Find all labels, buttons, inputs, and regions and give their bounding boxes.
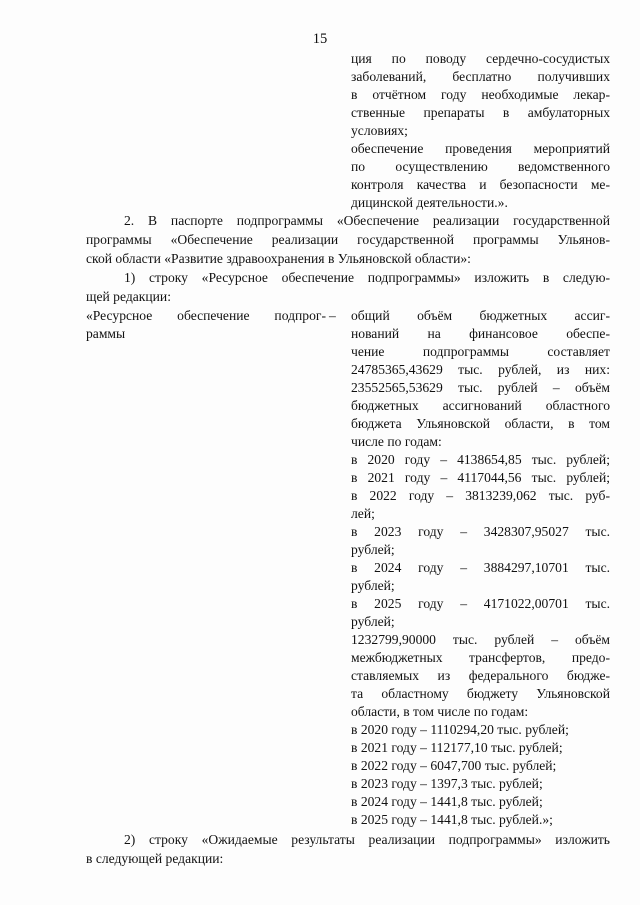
right-cell-line: рублей; xyxy=(351,578,395,593)
right-cell-line: рублей; xyxy=(351,542,395,557)
right-cell-line: в 2020 году – 4138654,85 тыс. рублей; xyxy=(351,452,610,467)
text-line: ция по поводу сердечно-сосудистых xyxy=(351,51,610,66)
right-cell-line: 24785365,43629 тыс. рублей, из них: xyxy=(351,362,610,377)
right-cell-line: 23552565,53629 тыс. рублей – объём xyxy=(351,380,610,395)
text-line: в следующей редакции: xyxy=(86,851,224,866)
right-cell-line: в 2022 году – 6047,700 тыс. рублей; xyxy=(351,758,557,773)
cell-dash: – xyxy=(329,308,336,323)
right-cell-line: общий объём бюджетных ассиг- xyxy=(351,308,610,323)
text-line: обеспечение проведения мероприятий xyxy=(351,141,610,156)
right-cell-line: нований на финансовое обеспе- xyxy=(351,326,610,341)
right-cell-line: в 2020 году – 1110294,20 тыс. рублей; xyxy=(351,722,569,737)
text-line: 2. В паспорте подпрограммы «Обеспечение реализации государственной xyxy=(124,213,610,228)
right-cell-line: области, в том числе по годам: xyxy=(351,704,529,719)
left-cell-line: «Ресурсное обеспечение подпрог- xyxy=(86,308,326,323)
right-cell-line: в 2023 году – 1397,3 тыс. рублей; xyxy=(351,776,543,791)
right-cell-line: лей; xyxy=(351,506,375,521)
right-cell-line: в 2023 году – 3428307,95027 тыс. xyxy=(351,524,610,539)
text-line: 2) строку «Ожидаемые результаты реализации подпрограммы» изложить xyxy=(124,832,610,847)
text-line: условиях; xyxy=(351,123,408,138)
right-cell-line: в 2021 году – 4117044,56 тыс. рублей; xyxy=(351,470,610,485)
right-cell-line: в 2022 году – 3813239,062 тыс. руб- xyxy=(351,488,610,503)
page-number: 15 xyxy=(312,31,328,47)
right-cell-line: 1232799,90000 тыс. рублей – объём xyxy=(351,632,610,647)
text-line: программы «Обеспечение реализации государственной программы Ульянов- xyxy=(86,232,610,247)
left-cell-line: раммы xyxy=(86,326,126,341)
right-cell-line: в 2021 году – 112177,10 тыс. рублей; xyxy=(351,740,563,755)
text-line: ственные препараты в амбулаторных xyxy=(351,105,610,120)
right-cell-line: бюджетных ассигнований областного xyxy=(351,398,610,413)
text-line: по осуществлению ведомственного xyxy=(351,159,610,174)
right-cell-line: в 2025 году – 4171022,00701 тыс. xyxy=(351,596,610,611)
text-line: щей редакции: xyxy=(86,289,171,304)
right-cell-line: чение подпрограммы составляет xyxy=(351,344,610,359)
text-line: дицинской деятельности.». xyxy=(351,195,508,210)
text-line: 1) строку «Ресурсное обеспечение подпрограммы» изложить в следую- xyxy=(124,270,610,285)
right-cell-line: рублей; xyxy=(351,614,395,629)
right-cell-line: та областному бюджету Ульяновской xyxy=(351,686,610,701)
right-cell-line: ставляемых из федерального бюдже- xyxy=(351,668,610,683)
right-cell-line: межбюджетных трансфертов, предо- xyxy=(351,650,610,665)
text-line: в отчётном году необходимые лекар- xyxy=(351,87,610,102)
text-line: контроля качества и безопасности ме- xyxy=(351,177,610,192)
right-cell-line: в 2024 году – 1441,8 тыс. рублей; xyxy=(351,794,543,809)
text-line: заболеваний, бесплатно получивших xyxy=(351,69,610,84)
text-line: ской области «Развитие здравоохранения в Ульяновской области»: xyxy=(86,251,471,266)
right-cell-line: в 2024 году – 3884297,10701 тыс. xyxy=(351,560,610,575)
right-cell-line: бюджета Ульяновской области, в том xyxy=(351,416,610,431)
right-cell-line: в 2025 году – 1441,8 тыс. рублей.»; xyxy=(351,812,553,827)
right-cell-line: числе по годам: xyxy=(351,434,442,449)
